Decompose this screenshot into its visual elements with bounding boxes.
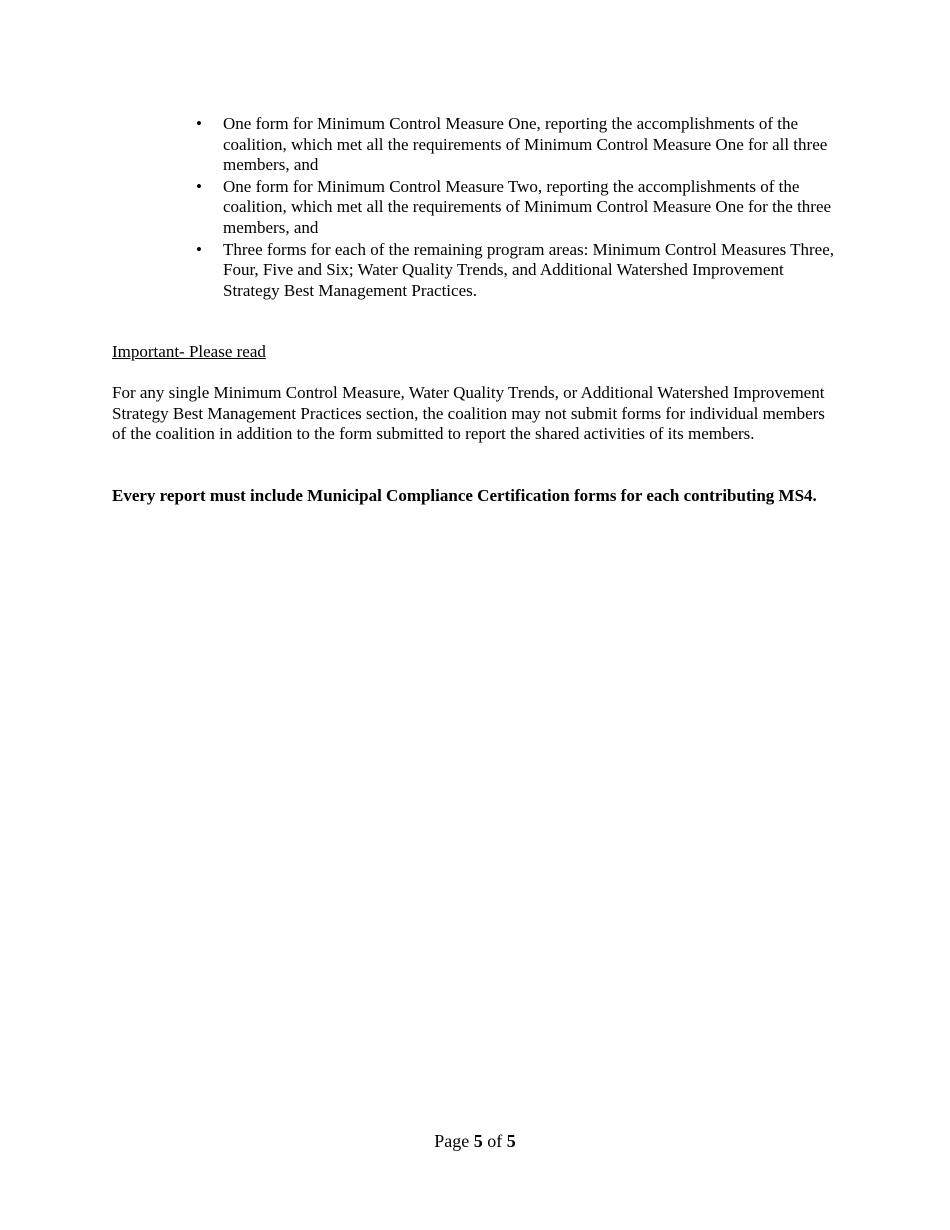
bullet-text: Three forms for each of the remaining program areas: Minimum Control Measures Three, Four, Five and Six; Water Quality Trends, and Additional Watershed Improvement Strategy Best Management Practices. bbox=[223, 239, 835, 300]
important-paragraph: For any single Minimum Control Measure, Water Quality Trends, or Additional Watershed Improvement Strategy Best Management Practices section, the coalition may not submit forms for individual members of the coalition in addition to the form submitted to report the shared activities of its members. bbox=[112, 383, 825, 444]
total-page-number: 5 bbox=[506, 1131, 516, 1151]
forms-bullet-list bbox=[196, 114, 836, 302]
page-number-footer bbox=[0, 1131, 950, 1152]
bullet-item-remaining-areas bbox=[196, 240, 836, 302]
bullet-icon: • bbox=[196, 114, 202, 133]
bullet-icon: • bbox=[196, 239, 202, 259]
bullet-text: One form for Minimum Control Measure One, reporting the accomplishments of the coalition, which met all the requirements of Minimum Control Measure One for all three members, and bbox=[223, 114, 828, 175]
page-word: Page bbox=[434, 1131, 470, 1151]
of-word: of bbox=[487, 1131, 503, 1151]
bullet-item-mcm-one bbox=[196, 114, 836, 176]
certification-requirement: Every report must include Municipal Compliance Certification forms for each contributing MS4. bbox=[112, 486, 817, 505]
important-heading: Important- Please read bbox=[112, 342, 266, 361]
bullet-text: One form for Minimum Control Measure Two, reporting the accomplishments of the coalition, which met all the requirements of Minimum Control Measure One for the three members, and bbox=[223, 176, 832, 237]
current-page-number: 5 bbox=[473, 1131, 483, 1151]
bullet-icon: • bbox=[196, 176, 202, 196]
bullet-item-mcm-two bbox=[196, 177, 836, 239]
